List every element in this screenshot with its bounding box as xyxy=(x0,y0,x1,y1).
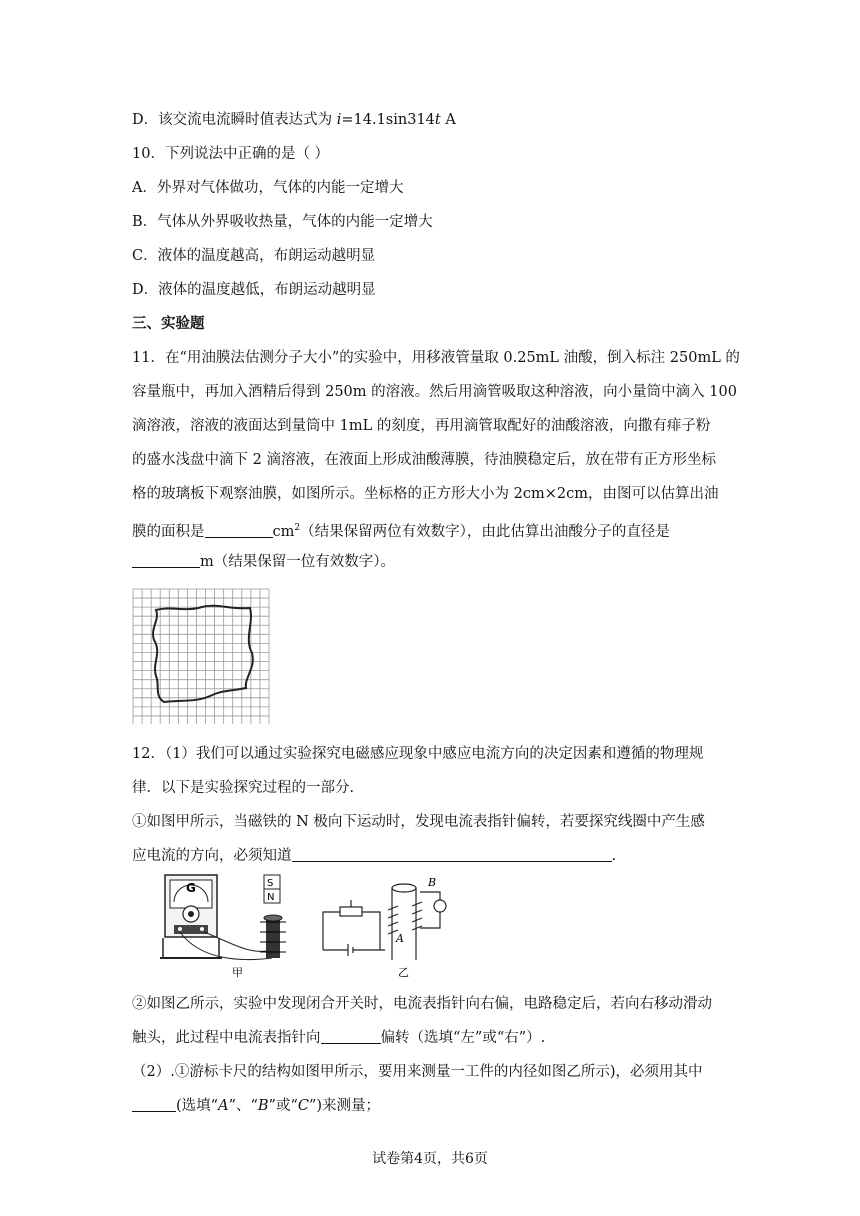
q11-line-4: 的盛水浅盘中滴下 2 滴溶液，在液面上形成油酸薄膜，待油膜稳定后，放在带有正方形坐标 xyxy=(132,452,716,468)
electromagnetic-figures xyxy=(160,870,470,980)
q12-line-6: 触头，此过程中电流表指针向 偏转（选填“左”或“右”）. xyxy=(132,1030,546,1046)
coil xyxy=(260,915,286,958)
answer-blank[interactable] xyxy=(132,553,200,568)
page-footer: 试卷第4页，共6页 xyxy=(372,1151,488,1167)
label-yi: 乙 xyxy=(398,966,409,979)
oil-film-grid-figure xyxy=(132,588,270,724)
q12-line-8: (选填“A”、“B”或“C”)来测量； xyxy=(132,1096,380,1116)
label-a: A xyxy=(396,932,404,945)
q11-line-5: 格的玻璃板下观察油膜，如图所示。坐标格的正方形大小为 2cm×2cm，由图可以估算出油 xyxy=(132,486,719,502)
option-b-q10: B．气体从外界吸收热量，气体的内能一定增大 xyxy=(132,214,433,230)
oil-film-outline xyxy=(153,606,253,702)
svg-text:S: S xyxy=(267,878,274,889)
galvanometer-figure xyxy=(160,875,275,960)
q12-line-5: ②如图乙所示，实验中发现闭合开关时，电流表指针向右偏，电路稳定后，若向右移动滑动 xyxy=(132,996,712,1012)
q11-line-7: m（结果保留一位有效数字）。 xyxy=(132,552,395,572)
galvanometer-label: G xyxy=(186,881,196,895)
q12-line-7: （2）.①游标卡尺的结构如图甲所示，要用来测量一工件的内径如图乙所示)，必须用其中 xyxy=(132,1064,703,1080)
option-a-q10: A．外界对气体做功，气体的内能一定增大 xyxy=(132,180,404,196)
circuit-figure xyxy=(323,884,446,960)
magnet xyxy=(264,875,280,903)
answer-blank[interactable] xyxy=(292,847,612,862)
q12-line-4: 应电流的方向，必须知道 . xyxy=(132,848,617,864)
q12-line-3: ①如图甲所示，当磁铁的 N 极向下运动时，发现电流表指针偏转，若要探究线圈中产生感 xyxy=(132,814,705,830)
q11-line-1: 11．在“用油膜法估测分子大小”的实验中，用移液管量取 0.25mL 油酸，倒入标注 250mL 的 xyxy=(132,350,740,366)
section-title: 三、实验题 xyxy=(132,316,205,332)
answer-blank[interactable] xyxy=(321,1029,381,1044)
option-d-q9: D．该交流电流瞬时值表达式为 i=14.1sin314t A xyxy=(132,112,456,128)
q11-line-2: 容量瓶中，再加入酒精后得到 250m 的溶液。然后用滴管吸取这种溶液，向小量筒中滴入 100 xyxy=(132,384,737,400)
q11-line-6: 膜的面积是 $cm^2$（结果保留两位有效数字），由此估算出油酸分子的直径是 xyxy=(132,523,670,540)
question-10: 10．下列说法中正确的是（ ） xyxy=(132,146,330,162)
option-c-q10: C．液体的温度越高，布朗运动越明显 xyxy=(132,248,376,264)
q12-line-1: 12．（1）我们可以通过实验探究电磁感应现象中感应电流方向的决定因素和遵循的物理规 xyxy=(132,746,704,762)
answer-blank[interactable] xyxy=(132,1097,176,1112)
label-b: B xyxy=(428,876,437,889)
svg-text:N: N xyxy=(267,892,275,903)
answer-blank[interactable] xyxy=(205,523,273,538)
label-jia: 甲 xyxy=(232,966,243,979)
q12-line-2: 律．以下是实验探究过程的一部分． xyxy=(132,780,364,796)
option-d-q10: D．液体的温度越低，布朗运动越明显 xyxy=(132,282,376,298)
q11-line-3: 滴溶液，溶液的液面达到量筒中 1mL 的刻度，再用滴管取配好的油酸溶液，向撒有痱子粉 xyxy=(132,418,711,434)
